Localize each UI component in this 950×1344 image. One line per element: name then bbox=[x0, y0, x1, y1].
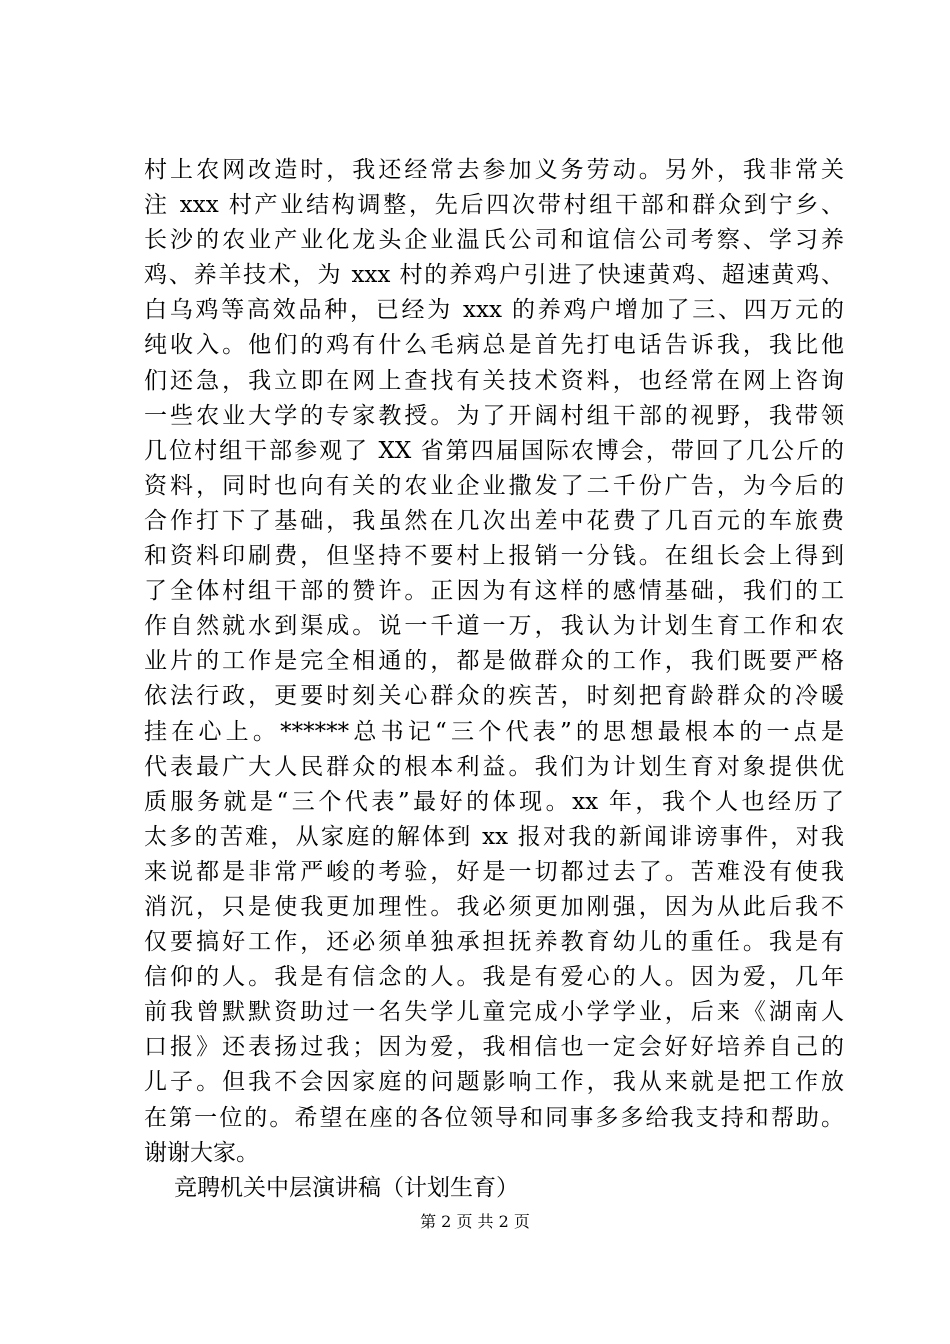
text-line-17: 挂在心上。******总书记“三个代表”的思想最根本的一点是 bbox=[144, 718, 844, 745]
text-line-13: 了全体村组干部的赞许。正因为有这样的感情基础，我们的工 bbox=[144, 578, 844, 605]
text-line-18: 代表最广大人民群众的根本利益。我们为计划生育对象提供优 bbox=[144, 753, 844, 780]
text-line-22: 消沉，只是使我更加理性。我必须更加刚强，因为从此后我不 bbox=[144, 893, 844, 920]
text-line-14: 作自然就水到渠成。说一千道一万，我认为计划生育工作和农 bbox=[144, 613, 844, 640]
text-line-8: 一些农业大学的专家教授。为了开阔村组干部的视野，我带领 bbox=[144, 402, 844, 429]
text-line-2: 注 xxx 村产业结构调整，先后四次带村组干部和群众到宁乡、 bbox=[144, 192, 844, 219]
text-line-23: 仅要搞好工作，还必须单独承担抚养教育幼儿的重任。我是有 bbox=[144, 929, 844, 956]
text-line-25: 前我曾默默资助过一名失学儿童完成小学学业，后来《湖南人 bbox=[144, 999, 844, 1026]
text-line-5: 白乌鸡等高效品种，已经为 xxx 的养鸡户增加了三、四万元的 bbox=[144, 297, 844, 324]
text-line-21: 来说都是非常严峻的考验，好是一切都过去了。苦难没有使我 bbox=[144, 858, 844, 885]
text-line-9: 几位村组干部参观了 XX 省第四届国际农博会，带回了几公斤的 bbox=[144, 437, 844, 464]
text-line-3: 长沙的农业产业化龙头企业温氏公司和谊信公司考察、学习养 bbox=[144, 227, 844, 254]
text-line-19: 质服务就是“三个代表”最好的体现。xx 年，我个人也经历了 bbox=[144, 788, 844, 815]
text-line-1: 村上农网改造时，我还经常去参加义务劳动。另外，我非常关 bbox=[144, 157, 844, 183]
text-line-27: 儿子。但我不会因家庭的问题影响工作，我从来就是把工作放 bbox=[144, 1069, 844, 1096]
text-line-12: 和资料印刷费，但坚持不要村上报销一分钱。在组长会上得到 bbox=[144, 543, 844, 570]
text-line-20: 太多的苦难，从家庭的解体到 xx 报对我的新闻诽谤事件，对我 bbox=[144, 823, 844, 850]
text-line-28: 在第一位的。希望在座的各位领导和同事多多给我支持和帮助。 bbox=[144, 1104, 844, 1131]
text-line-15: 业片的工作是完全相通的，都是做群众的工作，我们既要严格 bbox=[144, 648, 844, 675]
body-text bbox=[144, 153, 844, 1206]
text-line-26: 口报》还表扬过我；因为爱，我相信也一定会好好培养自己的 bbox=[144, 1034, 844, 1061]
closing-title: 竞聘机关中层演讲稿（计划生育） bbox=[174, 1174, 519, 1201]
text-line-7: 们还急，我立即在网上查找有关技术资料，也经常在网上咨询 bbox=[144, 367, 844, 394]
text-line-11: 合作打下了基础，我虽然在几次出差中花费了几百元的车旅费 bbox=[144, 507, 844, 534]
text-line-10: 资料，同时也向有关的农业企业撒发了二千份广告，为今后的 bbox=[144, 472, 844, 499]
text-line-29: 谢谢大家。 bbox=[144, 1139, 259, 1166]
text-line-6: 纯收入。他们的鸡有什么毛病总是首先打电话告诉我，我比他 bbox=[144, 332, 844, 359]
page-footer: 第 2 页 共 2 页 bbox=[420, 1212, 530, 1231]
text-line-4: 鸡、养羊技术，为 xxx 村的养鸡户引进了快速黄鸡、超速黄鸡、 bbox=[144, 262, 844, 289]
text-line-24: 信仰的人。我是有信念的人。我是有爱心的人。因为爱，几年 bbox=[144, 964, 844, 991]
text-line-16: 依法行政，更要时刻关心群众的疾苦，时刻把育龄群众的冷暖 bbox=[144, 683, 844, 710]
